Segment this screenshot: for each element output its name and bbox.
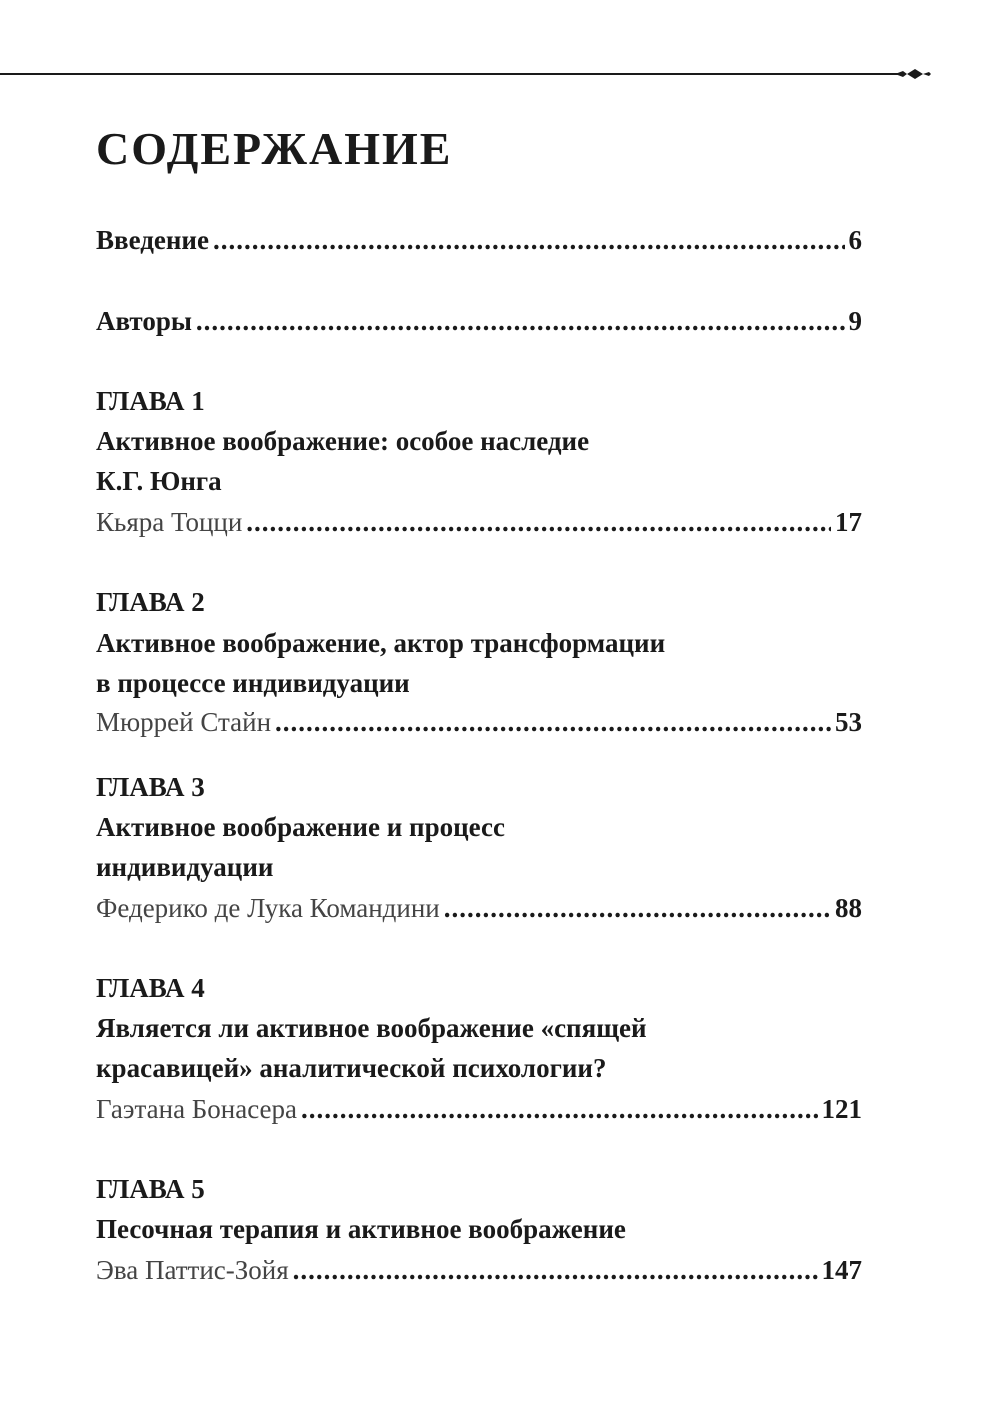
chapter-label: ГЛАВА 5 xyxy=(96,1174,205,1204)
dot-leader xyxy=(293,1257,818,1284)
chapter-title: индивидуации xyxy=(96,852,274,882)
page-number: 53 xyxy=(835,707,862,737)
chapter-title: Активное воображение, актор трансформации xyxy=(96,628,666,658)
toc-entry-chapter-1[interactable] xyxy=(96,509,862,536)
author-name: Гаэтана Бонасера xyxy=(96,1094,298,1124)
page-number: 9 xyxy=(848,306,862,336)
chapter-title: Активное воображение: особое наследие xyxy=(96,426,590,456)
header-rule xyxy=(0,73,905,75)
dot-leader xyxy=(246,509,831,536)
author-name: Федерико де Лука Командини xyxy=(96,893,440,923)
page-number: 17 xyxy=(835,507,862,537)
chapter-title: Песочная терапия и активное воображение xyxy=(96,1214,626,1244)
entry-label: Введение xyxy=(96,225,209,255)
author-name: Эва Паттис-Зойя xyxy=(96,1255,289,1285)
dot-leader xyxy=(444,895,831,922)
dot-leader xyxy=(301,1096,817,1123)
dot-leader xyxy=(213,227,845,254)
toc-entry-chapter-3[interactable] xyxy=(96,895,862,922)
chapter-label: ГЛАВА 2 xyxy=(96,587,205,617)
author-name: Мюррей Стайн xyxy=(96,707,272,737)
chapter-title: Активное воображение и процесс xyxy=(96,812,505,842)
page-number: 121 xyxy=(821,1094,862,1124)
dot-leader xyxy=(275,709,831,736)
chapter-title: Является ли активное воображение «спящей xyxy=(96,1013,647,1043)
toc-entry-chapter-5[interactable] xyxy=(96,1257,862,1284)
toc-entry-chapter-2[interactable] xyxy=(96,709,862,736)
page-title: СОДЕРЖАНИЕ xyxy=(96,123,453,174)
page-number: 6 xyxy=(848,225,862,255)
chapter-title: в процессе индивидуации xyxy=(96,668,410,698)
ornament-icon xyxy=(893,65,933,83)
chapter-title: К.Г. Юнга xyxy=(96,466,222,496)
page-number: 88 xyxy=(835,893,862,923)
chapter-label: ГЛАВА 1 xyxy=(96,386,205,416)
toc-entry-chapter-4[interactable] xyxy=(96,1096,862,1123)
page-number: 147 xyxy=(821,1255,862,1285)
author-name: Кьяра Тоцци xyxy=(96,507,243,537)
toc-entry-introduction[interactable] xyxy=(96,227,862,254)
chapter-title: красавицей» аналитической психологии? xyxy=(96,1053,607,1083)
chapter-label: ГЛАВА 4 xyxy=(96,973,205,1003)
entry-label: Авторы xyxy=(96,306,192,336)
toc-entry-authors[interactable] xyxy=(96,308,862,335)
dot-leader xyxy=(196,308,845,335)
chapter-label: ГЛАВА 3 xyxy=(96,772,205,802)
